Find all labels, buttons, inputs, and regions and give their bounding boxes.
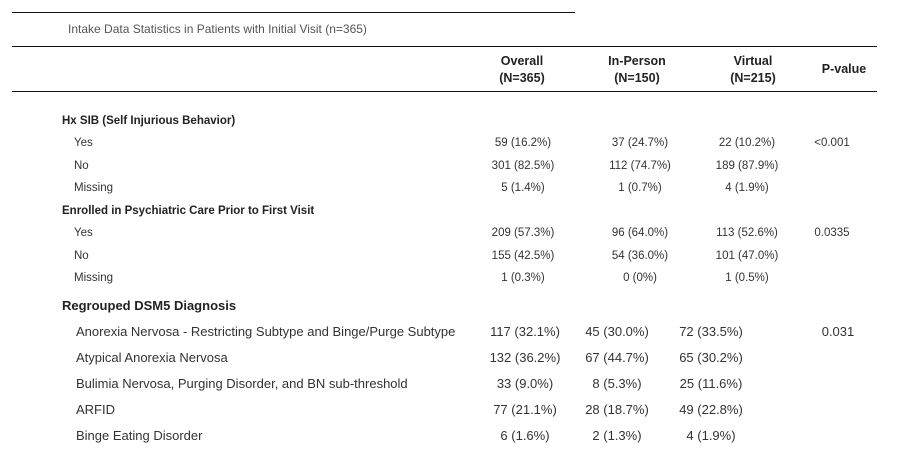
cell-virtual: 25 (11.6%) xyxy=(679,376,743,391)
cell-inperson: 37 (24.7%) xyxy=(611,137,669,149)
col-header-overall-n: (N=365) xyxy=(499,71,545,85)
cell-overall: 6 (1.6%) xyxy=(500,428,550,443)
row-label: Yes xyxy=(74,137,93,149)
col-header-inperson-name: In-Person xyxy=(608,54,666,68)
cell-virtual: 4 (1.9%) xyxy=(686,428,736,443)
cell-overall: 33 (9.0%) xyxy=(496,376,554,391)
section-title-psych-care: Enrolled in Psychiatric Care Prior to First Visit xyxy=(62,205,315,217)
cell-inperson: 28 (18.7%) xyxy=(585,402,649,417)
cell-inperson: 45 (30.0%) xyxy=(585,324,649,339)
row-label: ARFID xyxy=(76,402,115,417)
cell-virtual: 4 (1.9%) xyxy=(725,182,769,194)
cell-pvalue: 0.031 xyxy=(821,324,855,339)
col-header-virtual xyxy=(703,53,803,87)
col-header-inperson-n: (N=150) xyxy=(614,71,660,85)
col-header-overall-name: Overall xyxy=(500,54,544,68)
cell-inperson: 54 (36.0%) xyxy=(611,250,669,262)
section-title-hx-sib: Hx SIB (Self Injurious Behavior) xyxy=(62,115,236,127)
col-header-overall xyxy=(472,53,572,87)
header-top-rule xyxy=(12,46,877,47)
cell-overall: 209 (57.3%) xyxy=(491,227,555,239)
header-bottom-rule xyxy=(12,91,877,92)
cell-pvalue: 0.0335 xyxy=(814,227,850,239)
col-header-virtual-name: Virtual xyxy=(733,54,773,68)
cell-virtual: 65 (30.2%) xyxy=(679,350,743,365)
row-label: No xyxy=(74,250,89,262)
row-label: Binge Eating Disorder xyxy=(76,428,203,443)
cell-overall: 77 (21.1%) xyxy=(493,402,557,417)
cell-virtual: 49 (22.8%) xyxy=(679,402,743,417)
row-label: Atypical Anorexia Nervosa xyxy=(76,350,228,365)
cell-pvalue: <0.001 xyxy=(814,137,850,149)
cell-virtual: 72 (33.5%) xyxy=(679,324,743,339)
col-header-pvalue: P-value xyxy=(821,62,867,76)
cell-inperson: 112 (74.7%) xyxy=(609,160,671,172)
row-label: Missing xyxy=(74,272,113,284)
cell-overall: 132 (36.2%) xyxy=(489,350,561,365)
row-label: No xyxy=(74,160,89,172)
top-rule xyxy=(12,12,575,13)
row-label: Yes xyxy=(74,227,93,239)
cell-overall: 117 (32.1%) xyxy=(490,324,560,339)
row-label: Anorexia Nervosa - Restricting Subtype and Binge/Purge Subtype xyxy=(76,324,456,339)
cell-virtual: 101 (47.0%) xyxy=(715,250,779,262)
table-caption: Intake Data Statistics in Patients with Initial Visit (n=365) xyxy=(68,22,367,36)
cell-inperson: 96 (64.0%) xyxy=(611,227,669,239)
cell-virtual: 189 (87.9%) xyxy=(715,160,779,172)
cell-inperson: 0 (0%) xyxy=(623,272,657,284)
col-header-virtual-n: (N=215) xyxy=(730,71,776,85)
cell-inperson: 2 (1.3%) xyxy=(592,428,642,443)
cell-overall: 1 (0.3%) xyxy=(501,272,545,284)
cell-inperson: 8 (5.3%) xyxy=(592,376,642,391)
row-label: Bulimia Nervosa, Purging Disorder, and BN sub-threshold xyxy=(76,376,408,391)
cell-inperson: 67 (44.7%) xyxy=(585,350,649,365)
cell-virtual: 113 (52.6%) xyxy=(716,227,778,239)
cell-overall: 5 (1.4%) xyxy=(501,182,545,194)
cell-overall: 301 (82.5%) xyxy=(491,160,555,172)
col-header-inperson xyxy=(587,53,687,87)
cell-overall: 59 (16.2%) xyxy=(494,137,552,149)
cell-virtual: 22 (10.2%) xyxy=(718,137,776,149)
cell-inperson: 1 (0.7%) xyxy=(618,182,662,194)
cell-overall: 155 (42.5%) xyxy=(491,250,555,262)
cell-virtual: 1 (0.5%) xyxy=(725,272,769,284)
section-title-dsm5: Regrouped DSM5 Diagnosis xyxy=(62,298,237,313)
row-label: Missing xyxy=(74,182,113,194)
